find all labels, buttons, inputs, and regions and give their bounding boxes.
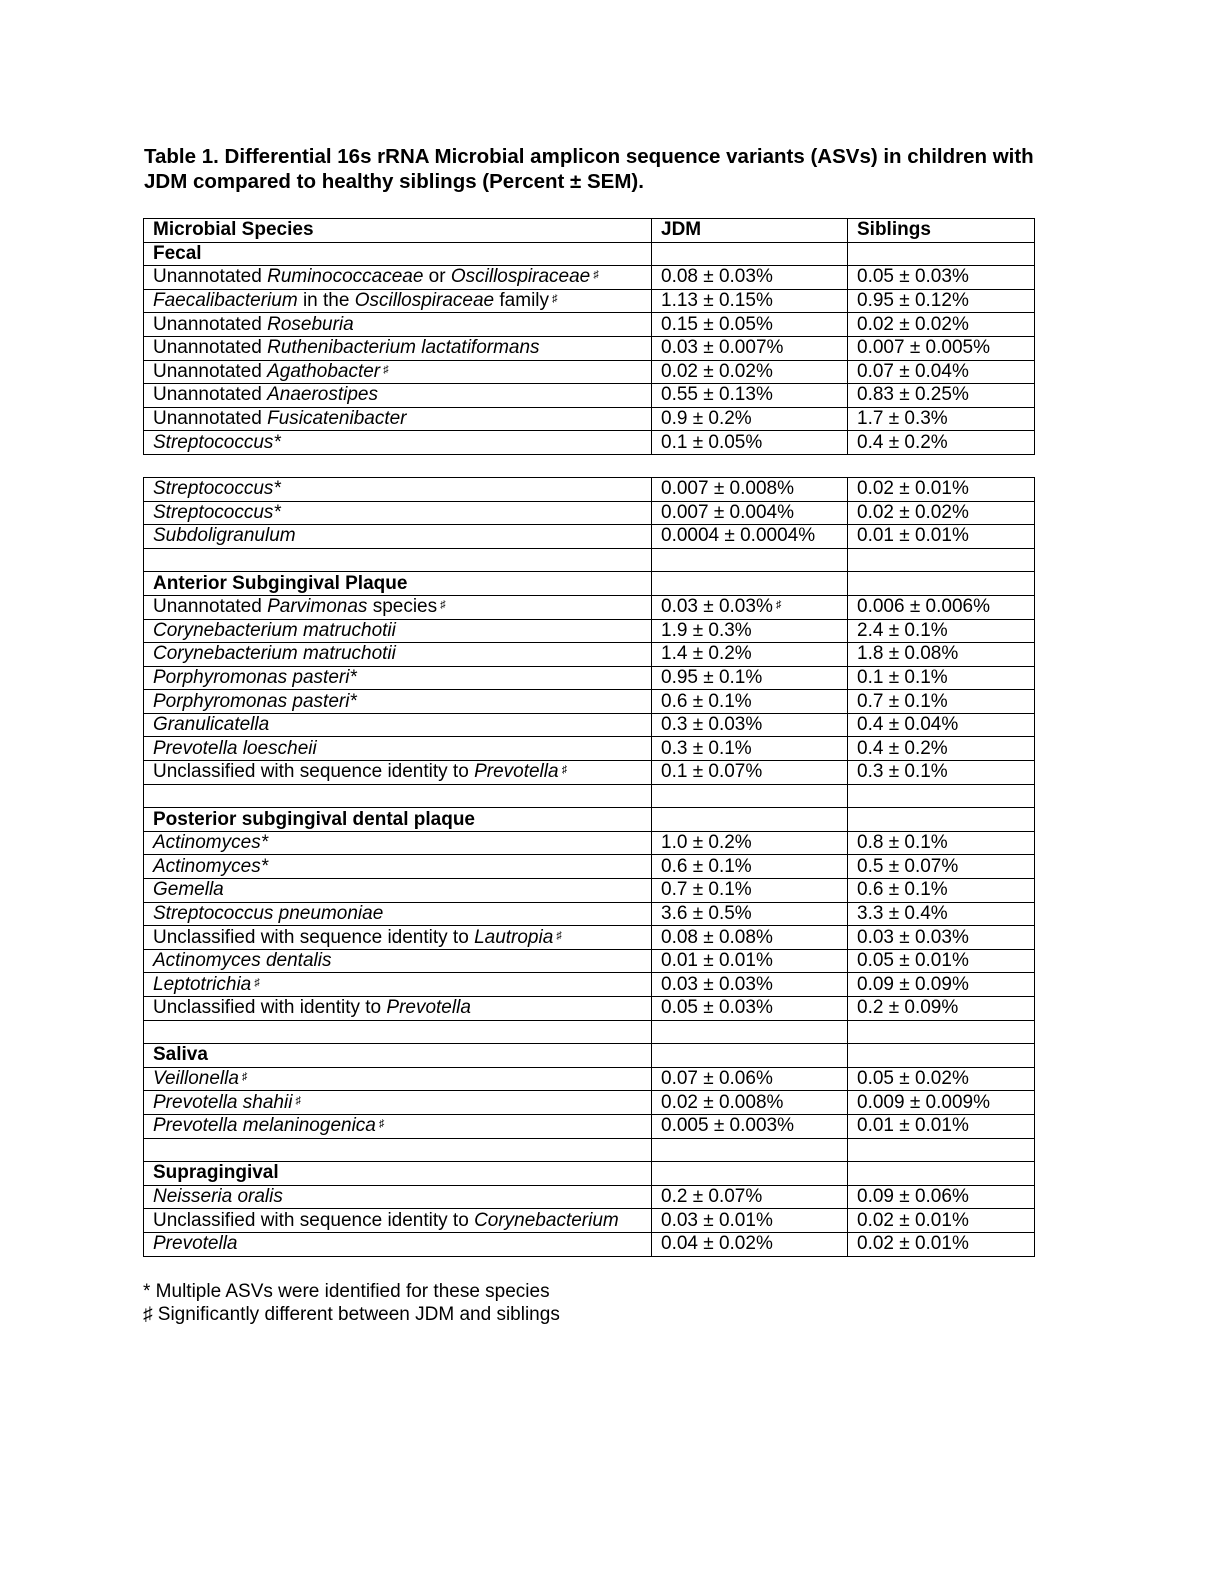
siblings-cell: 0.09 ± 0.06% bbox=[848, 1185, 1035, 1209]
siblings-cell: 0.009 ± 0.009% bbox=[848, 1091, 1035, 1115]
section-row bbox=[144, 572, 1035, 596]
species-cell bbox=[144, 902, 652, 926]
species-cell bbox=[144, 1091, 652, 1115]
species-name: Prevotella melaninogenica bbox=[153, 1115, 376, 1137]
siblings-cell: 0.4 ± 0.04% bbox=[848, 713, 1035, 737]
significance-mark: ♯ bbox=[295, 1094, 301, 1107]
significance-mark: ♯ bbox=[561, 764, 568, 777]
jdm-cell bbox=[652, 784, 848, 808]
footnote-multiple-asvs: * Multiple ASVs were identified for these species bbox=[143, 1281, 550, 1302]
species-cell: Unclassified with identity to Prevotella bbox=[144, 997, 652, 1021]
jdm-cell: 1.4 ± 0.2% bbox=[652, 643, 848, 667]
siblings-cell bbox=[848, 1020, 1035, 1044]
table-row bbox=[144, 879, 1035, 903]
column-header: Siblings bbox=[848, 219, 1035, 243]
siblings-cell: 0.83 ± 0.25% bbox=[848, 384, 1035, 408]
table-row bbox=[144, 289, 1035, 313]
species-name: Streptococcus* bbox=[153, 478, 281, 500]
blank-row bbox=[144, 1020, 1035, 1044]
species-cell bbox=[144, 619, 652, 643]
jdm-cell: 0.007 ± 0.004% bbox=[652, 501, 848, 525]
table-row bbox=[144, 666, 1035, 690]
jdm-cell: 1.13 ± 0.15% bbox=[652, 289, 848, 313]
jdm-cell: 0.7 ± 0.1% bbox=[652, 879, 848, 903]
siblings-cell: 0.006 ± 0.006% bbox=[848, 595, 1035, 619]
species-cell: Unclassified with sequence identity to Prevotella ♯ bbox=[144, 761, 652, 785]
table-row bbox=[144, 1232, 1035, 1256]
siblings-cell: 0.7 ± 0.1% bbox=[848, 690, 1035, 714]
species-name: Gemella bbox=[153, 879, 224, 901]
jdm-cell: 1.0 ± 0.2% bbox=[652, 831, 848, 855]
section-heading: Supragingival bbox=[153, 1162, 279, 1184]
section-heading: Fecal bbox=[153, 242, 202, 264]
species-name: Prevotella loescheii bbox=[153, 737, 317, 759]
species-name: Corynebacterium matruchotii bbox=[153, 643, 396, 665]
table-row bbox=[144, 431, 1035, 455]
gap-cell bbox=[144, 454, 1035, 477]
siblings-cell: 0.5 ± 0.07% bbox=[848, 855, 1035, 879]
jdm-cell: 0.07 ± 0.06% bbox=[652, 1067, 848, 1091]
jdm-cell: 0.03 ± 0.03% ♯ bbox=[652, 595, 848, 619]
species-cell bbox=[144, 1138, 652, 1162]
jdm-cell: 0.01 ± 0.01% bbox=[652, 949, 848, 973]
species-cell bbox=[144, 1232, 652, 1256]
blank-row bbox=[144, 784, 1035, 808]
species-name: Faecalibacterium bbox=[153, 290, 298, 312]
jdm-cell: 1.9 ± 0.3% bbox=[652, 619, 848, 643]
species-name: Agathobacter bbox=[267, 360, 381, 382]
siblings-cell bbox=[848, 808, 1035, 832]
siblings-cell: 0.4 ± 0.2% bbox=[848, 737, 1035, 761]
table-row bbox=[144, 477, 1035, 501]
siblings-cell bbox=[848, 548, 1035, 572]
species-cell bbox=[144, 477, 652, 501]
species-name: Prevotella bbox=[386, 997, 471, 1019]
species-cell bbox=[144, 713, 652, 737]
jdm-cell: 0.55 ± 0.13% bbox=[652, 384, 848, 408]
table-row bbox=[144, 973, 1035, 997]
species-name: Streptococcus pneumoniae bbox=[153, 902, 384, 924]
species-name: Streptococcus* bbox=[153, 501, 281, 523]
siblings-cell: 0.01 ± 0.01% bbox=[848, 525, 1035, 549]
table-row bbox=[144, 501, 1035, 525]
table-row bbox=[144, 1067, 1035, 1091]
jdm-cell: 0.15 ± 0.05% bbox=[652, 313, 848, 337]
jdm-cell bbox=[652, 808, 848, 832]
species-name: Neisseria oralis bbox=[153, 1186, 283, 1208]
jdm-cell: 0.005 ± 0.003% bbox=[652, 1114, 848, 1138]
species-cell bbox=[144, 690, 652, 714]
table-row bbox=[144, 737, 1035, 761]
siblings-cell: 0.6 ± 0.1% bbox=[848, 879, 1035, 903]
column-header: JDM bbox=[652, 219, 848, 243]
jdm-cell: 0.6 ± 0.1% bbox=[652, 690, 848, 714]
table-row bbox=[144, 949, 1035, 973]
species-cell bbox=[144, 949, 652, 973]
species-cell bbox=[144, 525, 652, 549]
jdm-cell: 0.007 ± 0.008% bbox=[652, 477, 848, 501]
jdm-cell bbox=[652, 1044, 848, 1068]
table-row bbox=[144, 525, 1035, 549]
species-name: Granulicatella bbox=[153, 714, 270, 736]
jdm-cell: 0.95 ± 0.1% bbox=[652, 666, 848, 690]
jdm-cell: 0.6 ± 0.1% bbox=[652, 855, 848, 879]
species-name: Corynebacterium bbox=[474, 1209, 619, 1231]
species-name: Prevotella bbox=[153, 1233, 238, 1255]
jdm-cell bbox=[652, 1162, 848, 1186]
siblings-cell: 0.03 ± 0.03% bbox=[848, 926, 1035, 950]
significance-mark: ♯ bbox=[254, 976, 260, 989]
species-name: Prevotella shahii bbox=[153, 1091, 293, 1113]
siblings-cell: 0.05 ± 0.02% bbox=[848, 1067, 1035, 1091]
table-row bbox=[144, 690, 1035, 714]
siblings-cell: 0.4 ± 0.2% bbox=[848, 431, 1035, 455]
species-cell bbox=[144, 855, 652, 879]
species-name: Subdoligranulum bbox=[153, 525, 296, 547]
table-title: Table 1. Differential 16s rRNA Microbial amplicon sequence variants (ASVs) in children with JDM compared to healthy siblings (Percent ± SEM). bbox=[144, 145, 1034, 193]
significance-mark: ♯ bbox=[556, 929, 562, 942]
table-row bbox=[144, 595, 1035, 619]
siblings-cell: 0.95 ± 0.12% bbox=[848, 289, 1035, 313]
species-name: Actinomyces dentalis bbox=[153, 950, 332, 972]
species-name: Streptococcus* bbox=[153, 431, 281, 453]
table-row bbox=[144, 902, 1035, 926]
jdm-cell: 0.08 ± 0.03% bbox=[652, 266, 848, 290]
column-header: Microbial Species bbox=[144, 219, 652, 243]
table-row bbox=[144, 761, 1035, 785]
siblings-cell bbox=[848, 242, 1035, 266]
jdm-cell: 0.1 ± 0.05% bbox=[652, 431, 848, 455]
siblings-cell: 0.02 ± 0.01% bbox=[848, 1209, 1035, 1233]
significance-mark: ♯ bbox=[775, 599, 782, 612]
species-name: Ruthenibacterium lactatiformans bbox=[267, 337, 540, 359]
siblings-cell: 0.8 ± 0.1% bbox=[848, 831, 1035, 855]
table-row bbox=[144, 266, 1035, 290]
species-cell: Unannotated Ruthenibacterium lactatiformans bbox=[144, 336, 652, 360]
jdm-cell: 3.6 ± 0.5% bbox=[652, 902, 848, 926]
blank-row bbox=[144, 1138, 1035, 1162]
species-name: Fusicatenibacter bbox=[267, 408, 407, 430]
species-cell bbox=[144, 784, 652, 808]
species-cell bbox=[144, 1044, 652, 1068]
jdm-cell: 0.02 ± 0.008% bbox=[652, 1091, 848, 1115]
species-cell bbox=[144, 431, 652, 455]
jdm-cell: 0.08 ± 0.08% bbox=[652, 926, 848, 950]
species-cell bbox=[144, 643, 652, 667]
jdm-cell: 0.1 ± 0.07% bbox=[652, 761, 848, 785]
species-cell bbox=[144, 572, 652, 596]
species-name: Anaerostipes bbox=[267, 384, 378, 406]
siblings-cell: 0.01 ± 0.01% bbox=[848, 1114, 1035, 1138]
species-cell: Faecalibacterium in the Oscillospiraceae family ♯ bbox=[144, 289, 652, 313]
table-row bbox=[144, 997, 1035, 1021]
jdm-cell: 0.3 ± 0.1% bbox=[652, 737, 848, 761]
jdm-cell bbox=[652, 548, 848, 572]
species-cell: Unannotated Parvimonas species ♯ bbox=[144, 595, 652, 619]
species-name: Veillonella bbox=[153, 1068, 239, 1090]
siblings-cell bbox=[848, 1044, 1035, 1068]
jdm-cell bbox=[652, 572, 848, 596]
footnote-significance: ♯ Significantly different between JDM and siblings bbox=[143, 1304, 560, 1325]
table-row bbox=[144, 1114, 1035, 1138]
section-row bbox=[144, 1162, 1035, 1186]
siblings-cell: 0.05 ± 0.01% bbox=[848, 949, 1035, 973]
species-cell bbox=[144, 973, 652, 997]
table-row bbox=[144, 1091, 1035, 1115]
table-row bbox=[144, 336, 1035, 360]
asv-table bbox=[143, 218, 1035, 1257]
siblings-cell: 1.7 ± 0.3% bbox=[848, 407, 1035, 431]
species-cell bbox=[144, 1185, 652, 1209]
siblings-cell bbox=[848, 1138, 1035, 1162]
section-row bbox=[144, 808, 1035, 832]
species-cell bbox=[144, 737, 652, 761]
table-row bbox=[144, 407, 1035, 431]
jdm-cell: 0.03 ± 0.03% bbox=[652, 973, 848, 997]
jdm-cell: 0.3 ± 0.03% bbox=[652, 713, 848, 737]
table-row bbox=[144, 1185, 1035, 1209]
table-row bbox=[144, 855, 1035, 879]
species-name: Actinomyces* bbox=[153, 855, 269, 877]
siblings-cell: 0.3 ± 0.1% bbox=[848, 761, 1035, 785]
table-row bbox=[144, 360, 1035, 384]
jdm-cell: 0.9 ± 0.2% bbox=[652, 407, 848, 431]
species-cell bbox=[144, 1067, 652, 1091]
species-name: Leptotrichia bbox=[153, 973, 252, 995]
significance-mark: ♯ bbox=[383, 363, 389, 376]
significance-mark: ♯ bbox=[378, 1118, 385, 1131]
section-heading: Saliva bbox=[153, 1044, 208, 1066]
significance-mark: ♯ bbox=[552, 293, 558, 306]
table-row bbox=[144, 831, 1035, 855]
significance-mark: ♯ bbox=[241, 1071, 248, 1084]
siblings-cell: 0.02 ± 0.01% bbox=[848, 477, 1035, 501]
siblings-cell: 0.09 ± 0.09% bbox=[848, 973, 1035, 997]
table-row bbox=[144, 643, 1035, 667]
table-row bbox=[144, 313, 1035, 337]
siblings-cell: 0.02 ± 0.01% bbox=[848, 1232, 1035, 1256]
species-cell bbox=[144, 501, 652, 525]
siblings-cell: 0.05 ± 0.03% bbox=[848, 266, 1035, 290]
siblings-cell: 2.4 ± 0.1% bbox=[848, 619, 1035, 643]
species-cell bbox=[144, 666, 652, 690]
table-row bbox=[144, 713, 1035, 737]
species-cell bbox=[144, 242, 652, 266]
section-row bbox=[144, 1044, 1035, 1068]
siblings-cell: 0.007 ± 0.005% bbox=[848, 336, 1035, 360]
table-row bbox=[144, 926, 1035, 950]
species-name: Parvimonas bbox=[267, 596, 368, 618]
siblings-cell: 0.2 ± 0.09% bbox=[848, 997, 1035, 1021]
jdm-cell: 0.04 ± 0.02% bbox=[652, 1232, 848, 1256]
species-name: Porphyromonas pasteri* bbox=[153, 690, 357, 712]
siblings-cell bbox=[848, 572, 1035, 596]
table-row bbox=[144, 619, 1035, 643]
table-row bbox=[144, 1209, 1035, 1233]
header-row bbox=[144, 219, 1035, 243]
species-cell bbox=[144, 831, 652, 855]
species-cell: Unannotated Fusicatenibacter bbox=[144, 407, 652, 431]
species-name: Corynebacterium matruchotii bbox=[153, 619, 396, 641]
footnotes bbox=[143, 1280, 560, 1326]
jdm-cell: 0.02 ± 0.02% bbox=[652, 360, 848, 384]
species-name: Oscillospiraceae bbox=[354, 290, 495, 312]
species-cell: Unannotated Roseburia bbox=[144, 313, 652, 337]
blank-row bbox=[144, 548, 1035, 572]
species-cell: Unannotated Anaerostipes bbox=[144, 384, 652, 408]
species-cell: Unclassified with sequence identity to Corynebacterium bbox=[144, 1209, 652, 1233]
species-name: Oscillospiraceae bbox=[450, 266, 591, 288]
species-cell: Unannotated Ruminococcaceae or Oscillospiraceae ♯ bbox=[144, 266, 652, 290]
species-cell bbox=[144, 808, 652, 832]
species-name: Roseburia bbox=[267, 313, 354, 335]
siblings-cell bbox=[848, 784, 1035, 808]
jdm-cell: 0.2 ± 0.07% bbox=[652, 1185, 848, 1209]
siblings-cell: 0.1 ± 0.1% bbox=[848, 666, 1035, 690]
species-cell: Unclassified with sequence identity to Lautropia ♯ bbox=[144, 926, 652, 950]
jdm-cell: 0.03 ± 0.007% bbox=[652, 336, 848, 360]
species-cell: Unannotated Agathobacter ♯ bbox=[144, 360, 652, 384]
siblings-cell bbox=[848, 1162, 1035, 1186]
jdm-cell bbox=[652, 1138, 848, 1162]
species-name: Porphyromonas pasteri* bbox=[153, 666, 357, 688]
jdm-cell bbox=[652, 1020, 848, 1044]
species-cell bbox=[144, 1020, 652, 1044]
jdm-cell: 0.0004 ± 0.0004% bbox=[652, 525, 848, 549]
siblings-cell: 3.3 ± 0.4% bbox=[848, 902, 1035, 926]
siblings-cell: 0.02 ± 0.02% bbox=[848, 313, 1035, 337]
significance-mark: ♯ bbox=[593, 269, 599, 282]
siblings-cell: 0.07 ± 0.04% bbox=[848, 360, 1035, 384]
jdm-cell: 0.05 ± 0.03% bbox=[652, 997, 848, 1021]
siblings-cell: 0.02 ± 0.02% bbox=[848, 501, 1035, 525]
species-cell bbox=[144, 548, 652, 572]
section-heading: Anterior Subgingival Plaque bbox=[153, 572, 408, 594]
significance-mark: ♯ bbox=[440, 599, 446, 612]
jdm-cell bbox=[652, 242, 848, 266]
species-cell bbox=[144, 1162, 652, 1186]
species-name: Actinomyces* bbox=[153, 832, 269, 854]
species-name: Prevotella bbox=[474, 761, 559, 783]
species-cell bbox=[144, 879, 652, 903]
species-name: Ruminococcaceae bbox=[267, 266, 424, 288]
siblings-cell: 1.8 ± 0.08% bbox=[848, 643, 1035, 667]
table-gap bbox=[144, 454, 1035, 477]
section-row bbox=[144, 242, 1035, 266]
jdm-cell: 0.03 ± 0.01% bbox=[652, 1209, 848, 1233]
species-name: Lautropia bbox=[474, 926, 554, 948]
section-heading: Posterior subgingival dental plaque bbox=[153, 808, 475, 830]
species-cell bbox=[144, 1114, 652, 1138]
table-row bbox=[144, 384, 1035, 408]
